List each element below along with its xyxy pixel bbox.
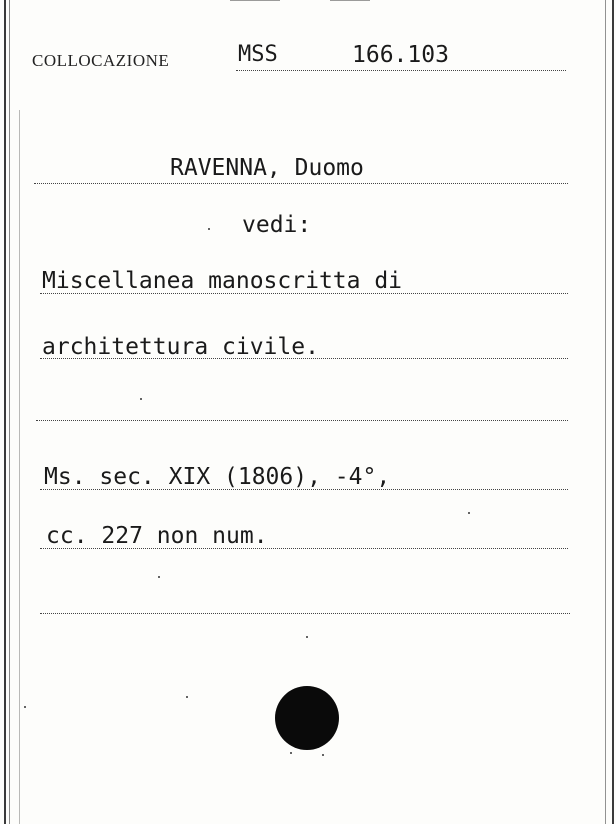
card-top-mark-2 — [330, 0, 370, 1]
speck — [158, 576, 160, 578]
card-heading: RAVENNA, Duomo — [170, 155, 364, 181]
speck — [24, 706, 26, 708]
blank-dotted-line-2 — [40, 613, 570, 614]
shelfmark-prefix: MSS — [238, 42, 278, 67]
collocazione-label: COLLOCAZIONE — [32, 51, 170, 70]
title-line-1: Miscellanea manoscritta di — [42, 268, 403, 294]
see-label: vedi: — [242, 212, 312, 238]
card-right-edge — [612, 0, 614, 824]
speck — [322, 754, 324, 756]
bullet-dot — [208, 228, 210, 230]
speck — [306, 636, 308, 638]
title-line-2: architettura civile. — [42, 334, 319, 360]
card-right-edge-inner — [605, 0, 606, 824]
description-line-1: Ms. sec. XIX (1806), -4°, — [44, 464, 391, 490]
title-line-1-dotted — [40, 293, 568, 294]
title-line-2-dotted — [40, 358, 568, 359]
speck — [186, 696, 188, 698]
speck — [290, 752, 292, 754]
punch-hole — [275, 686, 339, 750]
description-line-1-dotted — [40, 489, 568, 490]
card-left-edge — [4, 0, 6, 824]
description-line-2-dotted — [40, 548, 568, 549]
card-left-edge-inner — [9, 0, 10, 824]
shelfmark-dotted-line — [236, 70, 566, 71]
card-top-mark — [230, 0, 280, 1]
heading-dotted-line — [34, 183, 568, 184]
shelfmark-number: 166.103 — [352, 42, 449, 68]
speck — [468, 512, 470, 514]
description-line-2: cc. 227 non num. — [46, 523, 268, 549]
blank-dotted-line-1 — [36, 420, 568, 421]
speck — [140, 398, 142, 400]
card-left-margin-line — [19, 110, 20, 824]
